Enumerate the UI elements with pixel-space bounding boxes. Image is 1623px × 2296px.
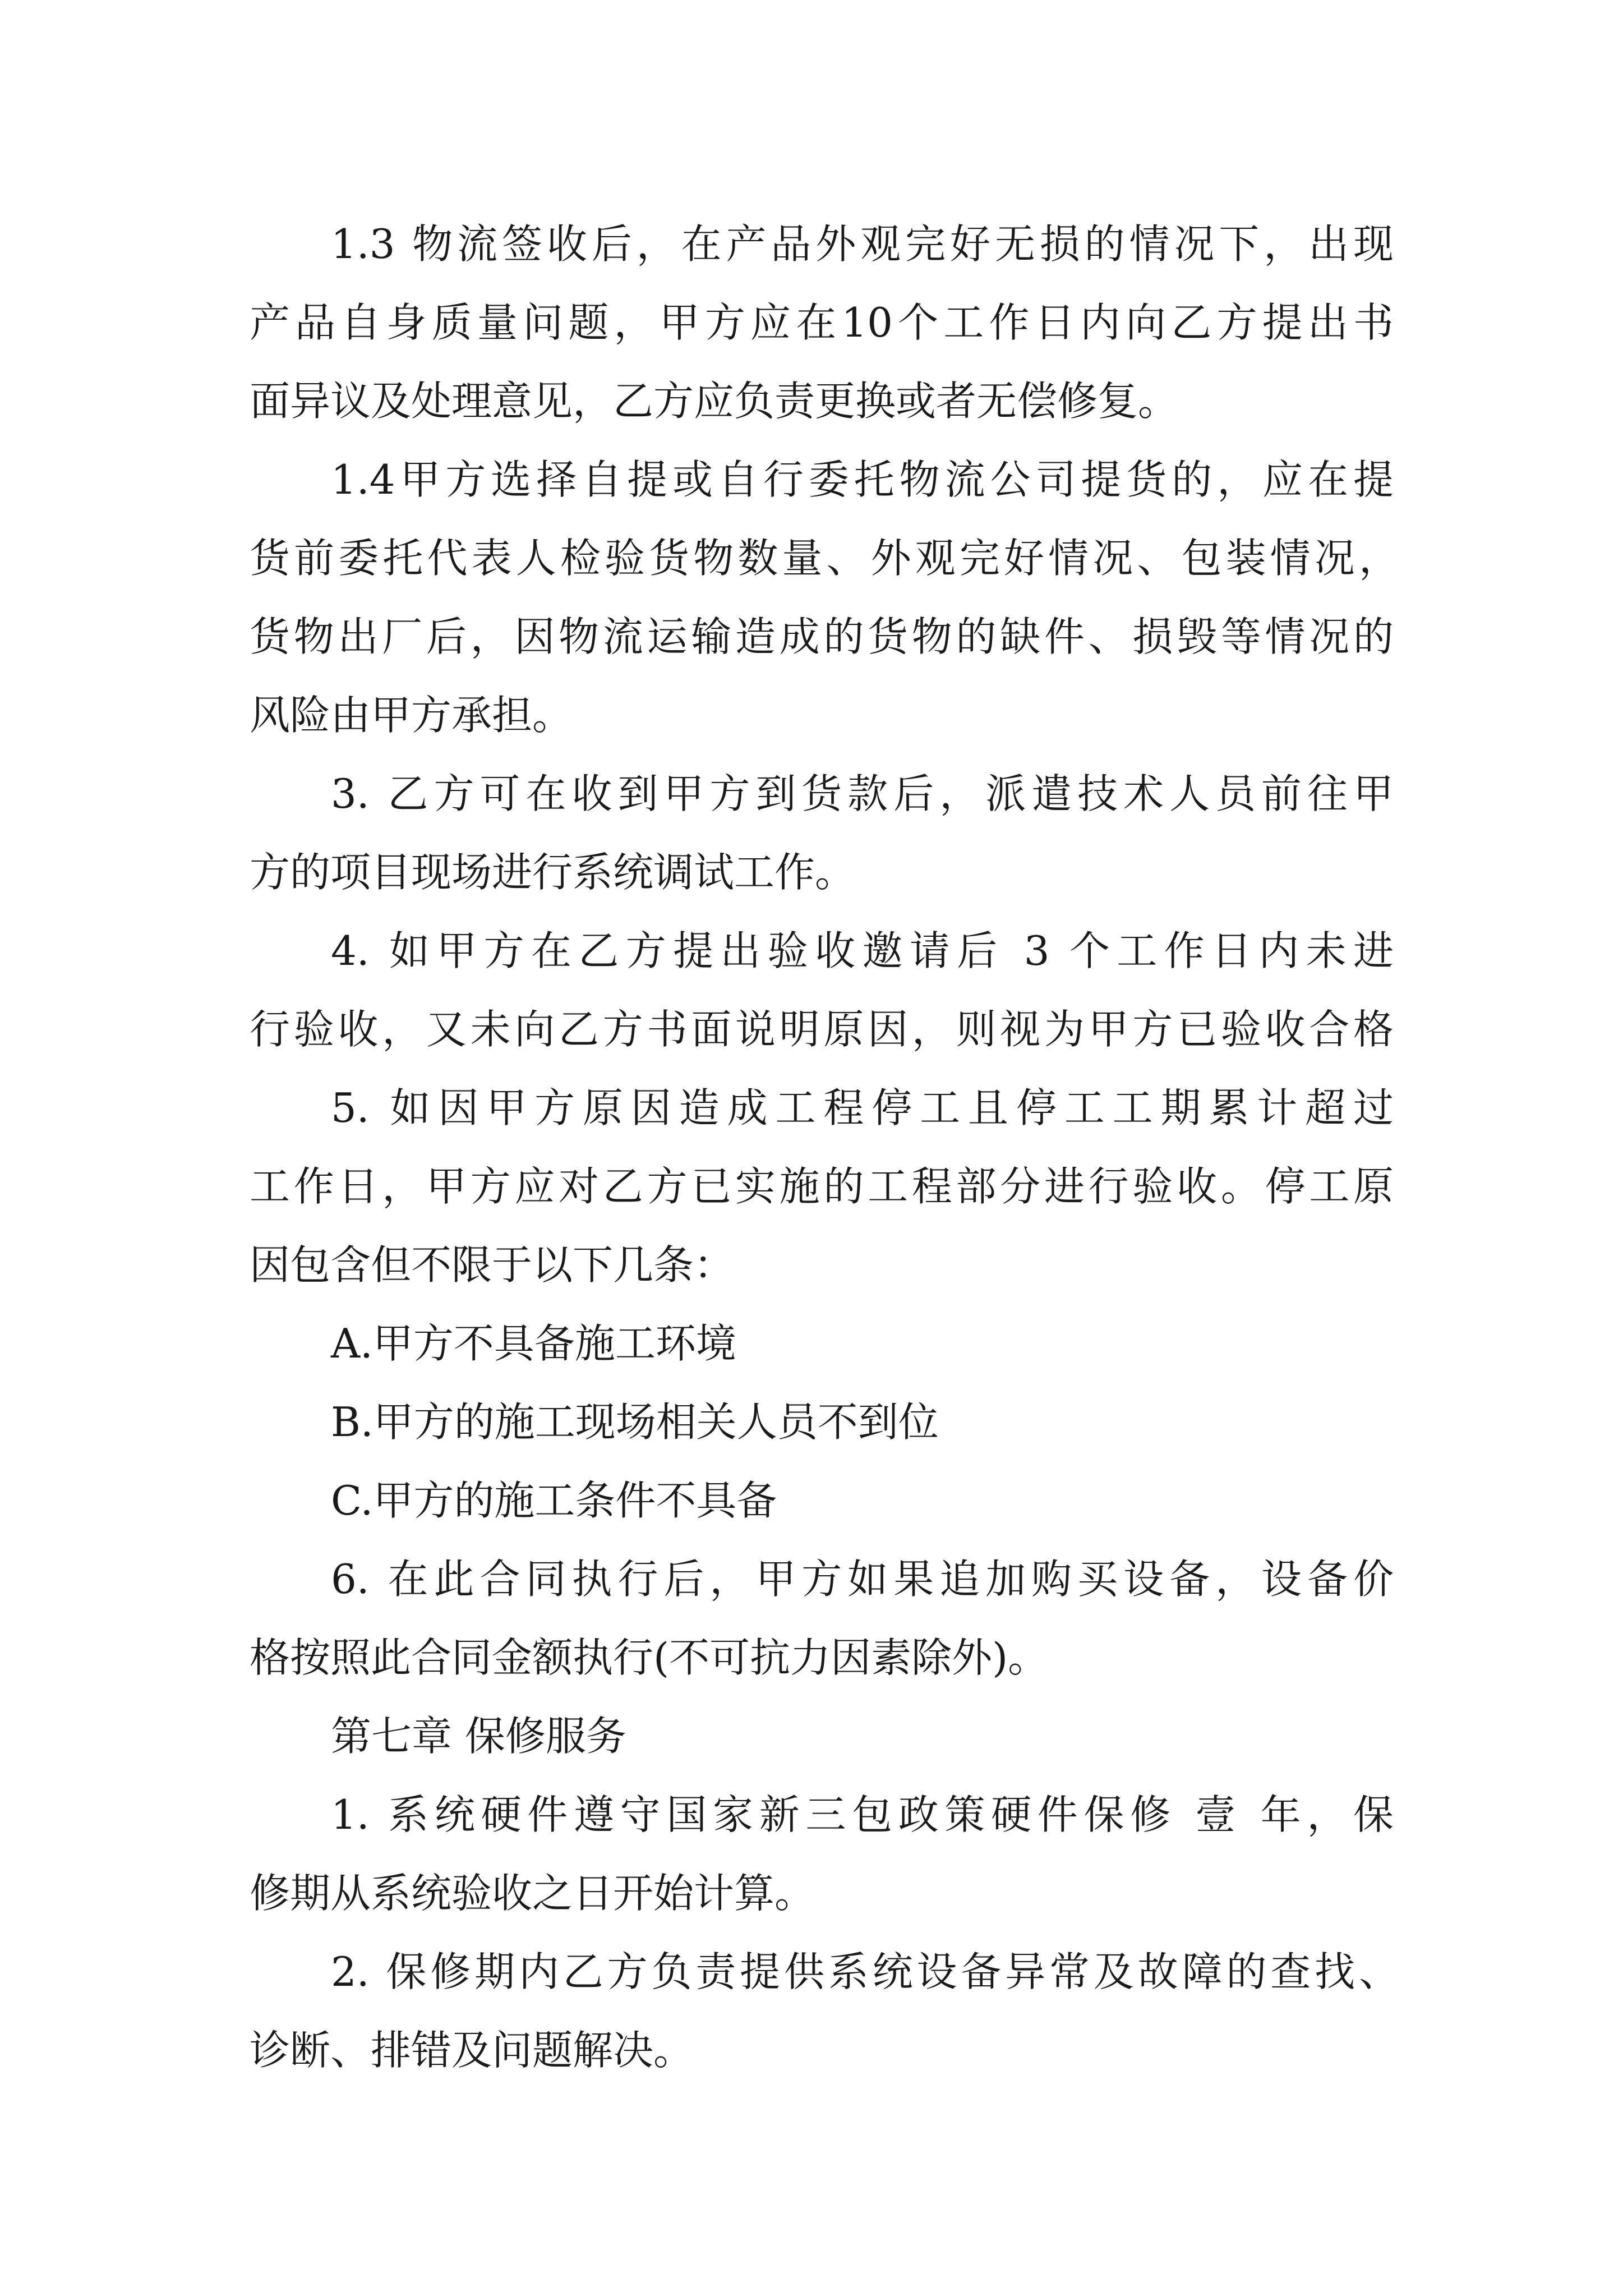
clause-4-line-1: 4. 如甲方在乙方提出验收邀请后 3 个工作日内未进: [331, 927, 1394, 974]
list-item-c: C.甲方的施工条件不具备: [331, 1477, 777, 1524]
clause-3-line-2: 方的项目现场进行系统调试工作。: [250, 849, 856, 896]
clause-5-line-3: 因包含但不限于以下几条：: [250, 1241, 735, 1289]
clause-1-3-line-1: 1.3 物流签收后，在产品外观完好无损的情况下，出现: [331, 220, 1394, 268]
clause-6-line-1: 6. 在此合同执行后，甲方如果追加购买设备，设备价: [331, 1556, 1394, 1603]
clause-1-3-line-2: 产品自身质量问题，甲方应在10个工作日内向乙方提出书: [250, 299, 1394, 346]
list-item-b: B.甲方的施工现场相关人员不到位: [331, 1398, 939, 1446]
warranty-clause-2-line-2: 诊断、排错及问题解决。: [250, 2027, 694, 2074]
clause-5-line-1: 5. 如因甲方原因造成工程停工且停工工期累计超过: [331, 1084, 1394, 1131]
clause-4-line-2: 行验收，又未向乙方书面说明原因，则视为甲方已验收合格: [250, 1006, 1394, 1053]
list-item-a: A.甲方不具备施工环境: [331, 1320, 736, 1367]
chapter-7-heading: 第七章 保修服务: [331, 1713, 626, 1760]
clause-1-3-line-3: 面异议及处理意见，乙方应负责更换或者无偿修复。: [250, 378, 1179, 425]
warranty-clause-2-line-1: 2. 保修期内乙方负责提供系统设备异常及故障的查找、: [331, 1948, 1399, 1995]
clause-5-line-2: 工作日，甲方应对乙方已实施的工程部分进行验收。停工原: [250, 1163, 1394, 1210]
warranty-clause-1-line-1: 1. 系统硬件遵守国家新三包政策硬件保修 壹 年，保: [331, 1791, 1394, 1838]
clause-1-4-line-2: 货前委托代表人检验货物数量、外观完好情况、包装情况，: [250, 535, 1399, 582]
clause-1-4-line-4: 风险由甲方承担。: [250, 692, 573, 739]
warranty-clause-1-line-2: 修期从系统验收之日开始计算。: [250, 1870, 815, 1917]
clause-1-4-line-3: 货物出厂后，因物流运输造成的货物的缺件、损毁等情况的: [250, 613, 1394, 660]
clause-1-4-line-1: 1.4甲方选择自提或自行委托物流公司提货的，应在提: [331, 456, 1394, 503]
clause-3-line-1: 3. 乙方可在收到甲方到货款后，派遣技术人员前往甲: [331, 770, 1394, 817]
clause-6-line-2: 格按照此合同金额执行(不可抗力因素除外)。: [250, 1634, 1049, 1681]
